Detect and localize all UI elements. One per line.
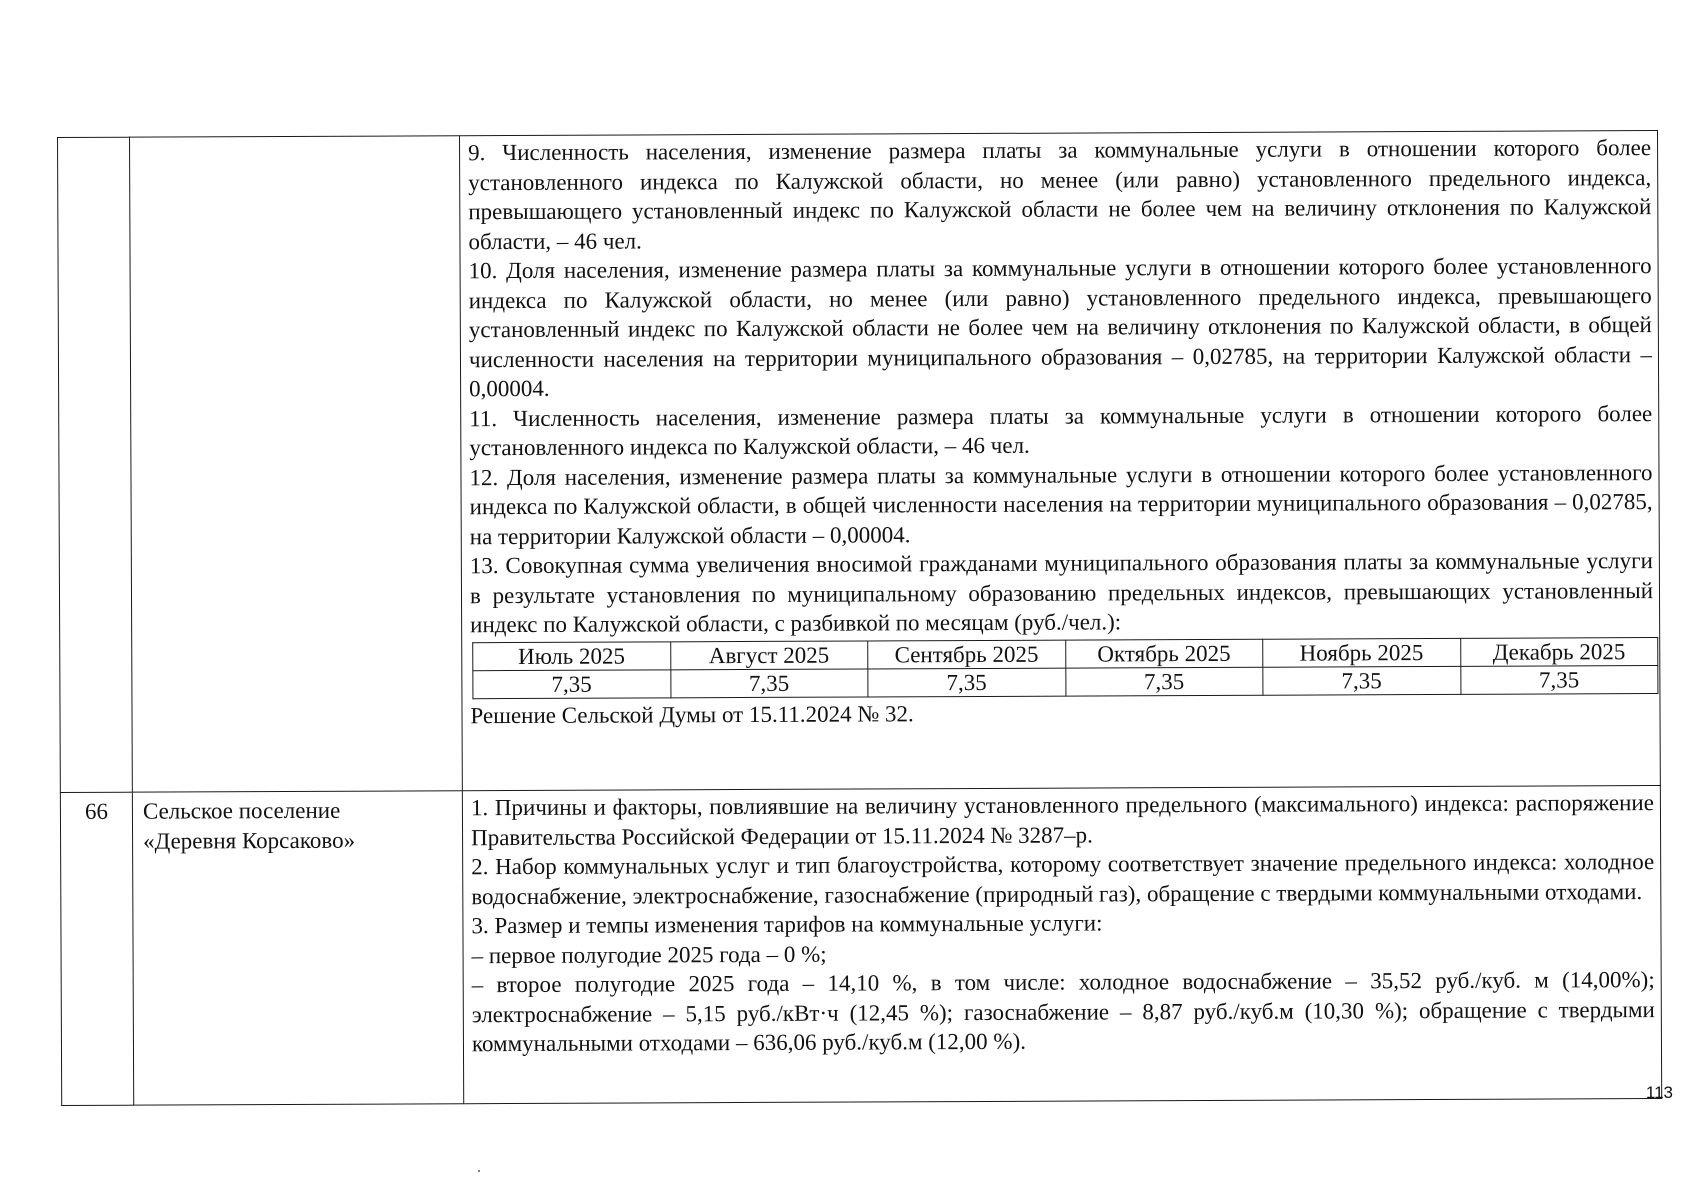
month-value: 7,35 [1263, 666, 1461, 695]
paragraph: 9. Численность населения, изменение размера платы за коммунальные услуги в отношении которого более установленного индекса по Калужской области, но менее (или равно) установленного предельного индекса, превышающего установленный индекс по Калужской области не более чем на величину отклонения по Калужской области, – 46 чел. [468, 135, 1652, 254]
page-number: 113 [1645, 1083, 1673, 1102]
paragraph: 2. Набор коммунальных услуг и тип благоустройства, которому соответствует значение предельного индекса: холодное водоснабжение, электроснабжение, газоснабжение (природный газ), обращение с твердыми коммунальными отходами. [471, 849, 1655, 909]
month-header: Декабрь 2025 [1460, 637, 1658, 666]
settlement-name-cell [132, 791, 463, 1105]
row-number-cell [58, 137, 133, 792]
month-header: Август 2025 [670, 640, 868, 669]
paragraph: 12. Доля населения, изменение размера платы за коммунальные услуги в отношении которого более установленного индекса по Калужской области, в общей численности населения на территории муниципального образования – 0,02785, на территории Калужской области – 0,00004. [469, 459, 1653, 549]
settlement-name-line: Сельское поселение [142, 797, 341, 824]
paragraph: 13. Совокупная сумма увеличения вносимой гражданами муниципального образования платы за коммунальные услуги в результате установления по муниципальному образованию предельных индексов, превышающих установленный индекс по Калужской области, с разбивкой по месяцам (руб./чел.): [469, 548, 1654, 638]
paragraph: 10. Доля населения, изменение размера платы за коммунальные услуги в отношении которого более установленного индекса по Калужской области, но менее (или равно) установленного предельного индекса, превышающего установленный индекс по Калужской области не более чем на величину отклонения по Калужской области, в общей численности населения на территории муниципального образования – 0,02785, на территории Калужской области – 0,00004. [468, 253, 1653, 402]
month-value: 7,35 [1460, 665, 1658, 694]
month-header: Сентябрь 2025 [868, 640, 1066, 669]
main-table [57, 130, 1662, 1106]
month-header: Октябрь 2025 [1065, 639, 1263, 668]
description-cell [462, 786, 1661, 1104]
table-row [58, 131, 1661, 793]
paragraph: 1. Причины и факторы, повлиявшие на величину установленного предельного (максимального) индекса: распоряжение Правительства Российской Федерации от 15.11.2024 № 3287–р. [470, 790, 1654, 850]
description-cell [459, 131, 1660, 791]
paragraph: 3. Размер и темпы изменения тарифов на коммунальные услуги: [471, 910, 1103, 939]
months-values-row [473, 665, 1658, 698]
row-number-cell: 66 [60, 792, 133, 1105]
scan-speck [478, 1170, 480, 1172]
month-value: 7,35 [473, 669, 671, 698]
monthly-amounts-table [472, 637, 1658, 699]
month-value: 7,35 [868, 668, 1066, 697]
paragraph: 11. Численность населения, изменение размера платы за коммунальные услуги в отношении которого более установленного индекса по Калужской области, – 46 чел. [469, 400, 1653, 461]
month-value: 7,35 [1065, 667, 1263, 696]
month-header: Июль 2025 [473, 641, 671, 670]
decision-reference: Решение Сельской Думы от 15.11.2024 № 32. [470, 700, 914, 728]
settlement-name-cell [130, 136, 463, 792]
month-header: Ноябрь 2025 [1263, 638, 1461, 667]
settlement-name-line: «Деревня Корсаково» [143, 827, 356, 854]
paragraph: – первое полугодие 2025 года – 0 %; [471, 941, 827, 968]
paragraph: – второе полугодие 2025 года – 14,10 %, в том числе: холодное водоснабжение – 35,52 руб./куб. м (14,00%); электроснабжение – 5,15 руб./кВт·ч (12,45 %); газоснабжение – 8,87 руб./куб.м (10,30 %); обращение с твердыми коммунальными отходами – 636,06 руб./куб.м (12,00 %). [471, 967, 1655, 1057]
month-value: 7,35 [670, 668, 868, 697]
table-row [60, 786, 1661, 1106]
